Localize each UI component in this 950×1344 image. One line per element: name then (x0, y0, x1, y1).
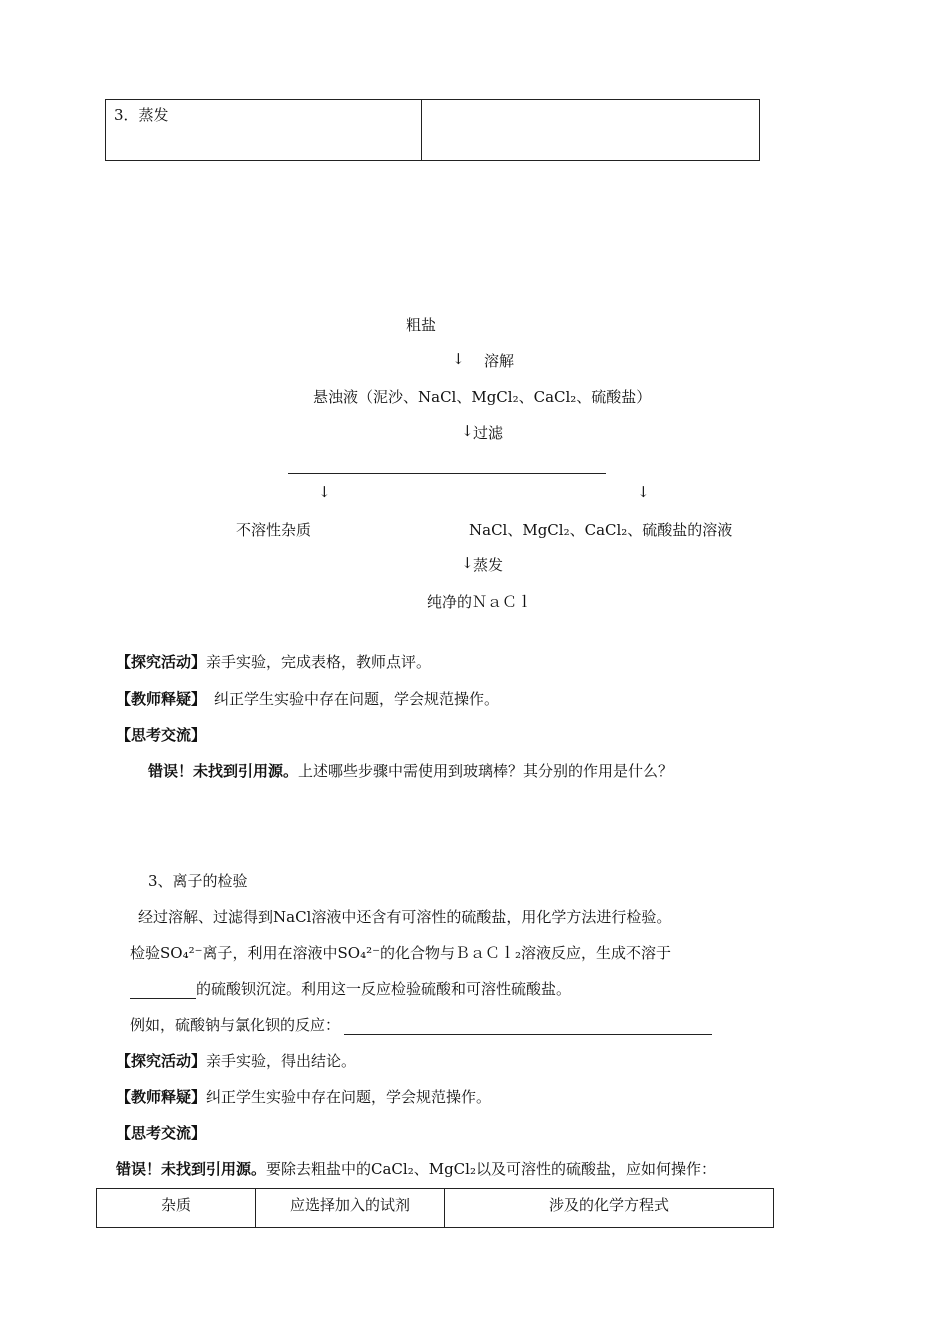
top-table-left-text: 3．蒸发 (114, 106, 169, 124)
section2-paragraph-1: 经过溶解、过滤得到NaCl溶液中还含有可溶性的硫酸盐，用化学方法进行检验。 (138, 908, 672, 926)
flow-node-suspension: 悬浊液（泥沙、NaCl、MgCl₂、CaCl₂、硫酸盐） (313, 388, 652, 406)
flow-arrow-3: ↓ (461, 554, 474, 572)
section2-think-tag: 【思考交流】 (116, 1124, 207, 1142)
section2-question: 要除去粗盐中的CaCl₂、MgCl₂以及可溶性的硫酸盐，应如何操作： (266, 1160, 716, 1178)
section2-question-line (116, 1158, 716, 1179)
flow-branch-insoluble: 不溶性杂质 (236, 521, 312, 539)
bottom-table-header-reagent-text: 应选择加入的试剂 (289, 1196, 410, 1214)
bottom-table-header-impurity-text: 杂质 (160, 1196, 191, 1214)
flow-branch-line (288, 473, 606, 474)
section1-question-line (148, 760, 673, 781)
section2-paragraph-2: 检验SO₄²⁻离子，利用在溶液中SO₄²⁻的化合物与ＢａＣｌ₂溶液反应，生成不溶于 (130, 944, 672, 962)
top-table-right-cell (421, 99, 760, 161)
bottom-table-header-reagent (255, 1188, 445, 1228)
flow-node-crude-salt: 粗盐 (406, 316, 437, 334)
section2-teacher (116, 1086, 491, 1107)
flow-arrow-1: ↓ (452, 350, 465, 368)
section2-teacher-tag: 【教师释疑】 (116, 1088, 207, 1106)
section1-explore-tag: 【探究活动】 (116, 653, 207, 671)
flow-branch-solution: NaCl、MgCl₂、CaCl₂、硫酸盐的溶液 (469, 521, 733, 539)
section2-explore (116, 1050, 356, 1071)
section2-paragraph-3: 的硫酸钡沉淀。利用这一反应检验硫酸和可溶性硫酸盐。 (196, 980, 572, 998)
flow-branch-right-arrow: ↓ (637, 483, 650, 501)
section1-think-tag: 【思考交流】 (116, 726, 207, 744)
flow-node-pure-nacl: 纯净的ＮａＣｌ (427, 593, 533, 611)
section1-teacher-tag: 【教师释疑】 (116, 690, 207, 708)
section1-explore-text: 亲手实验，完成表格，教师点评。 (206, 653, 432, 671)
bottom-table-header-equation-text: 涉及的化学方程式 (548, 1196, 669, 1214)
bottom-table-header-impurity (96, 1188, 256, 1228)
section1-question: 上述哪些步骤中需使用到玻璃棒？其分别的作用是什么？ (298, 762, 674, 780)
section2-blank-1[interactable] (130, 984, 196, 999)
section2-paragraph-4: 例如，硫酸钠与氯化钡的反应： (130, 1016, 341, 1034)
flow-step-evaporate: 蒸发 (473, 556, 504, 574)
section1-error-ref: 错误！未找到引用源。 (148, 762, 299, 780)
section1-explore (116, 651, 431, 672)
section2-paragraph-4-line (130, 1014, 712, 1035)
top-table-left-cell (105, 99, 422, 161)
section2-explore-tag: 【探究活动】 (116, 1052, 207, 1070)
section1-teacher (116, 688, 499, 709)
section2-explore-text: 亲手实验，得出结论。 (206, 1052, 357, 1070)
section2-blank-2[interactable] (344, 1020, 712, 1035)
flow-branch-left-arrow: ↓ (318, 483, 331, 501)
section2-paragraph-3-line (130, 978, 571, 999)
flow-step-dissolve: 溶解 (484, 352, 515, 370)
bottom-table-header-equation (444, 1188, 774, 1228)
section1-teacher-text: 纠正学生实验中存在问题，学会规范操作。 (214, 690, 500, 708)
section2-heading: 3、离子的检验 (148, 872, 248, 890)
flow-step-filter: 过滤 (473, 424, 504, 442)
flow-arrow-2: ↓ (461, 422, 474, 440)
section2-teacher-text: 纠正学生实验中存在问题，学会规范操作。 (206, 1088, 492, 1106)
section2-error-ref: 错误！未找到引用源。 (116, 1160, 267, 1178)
